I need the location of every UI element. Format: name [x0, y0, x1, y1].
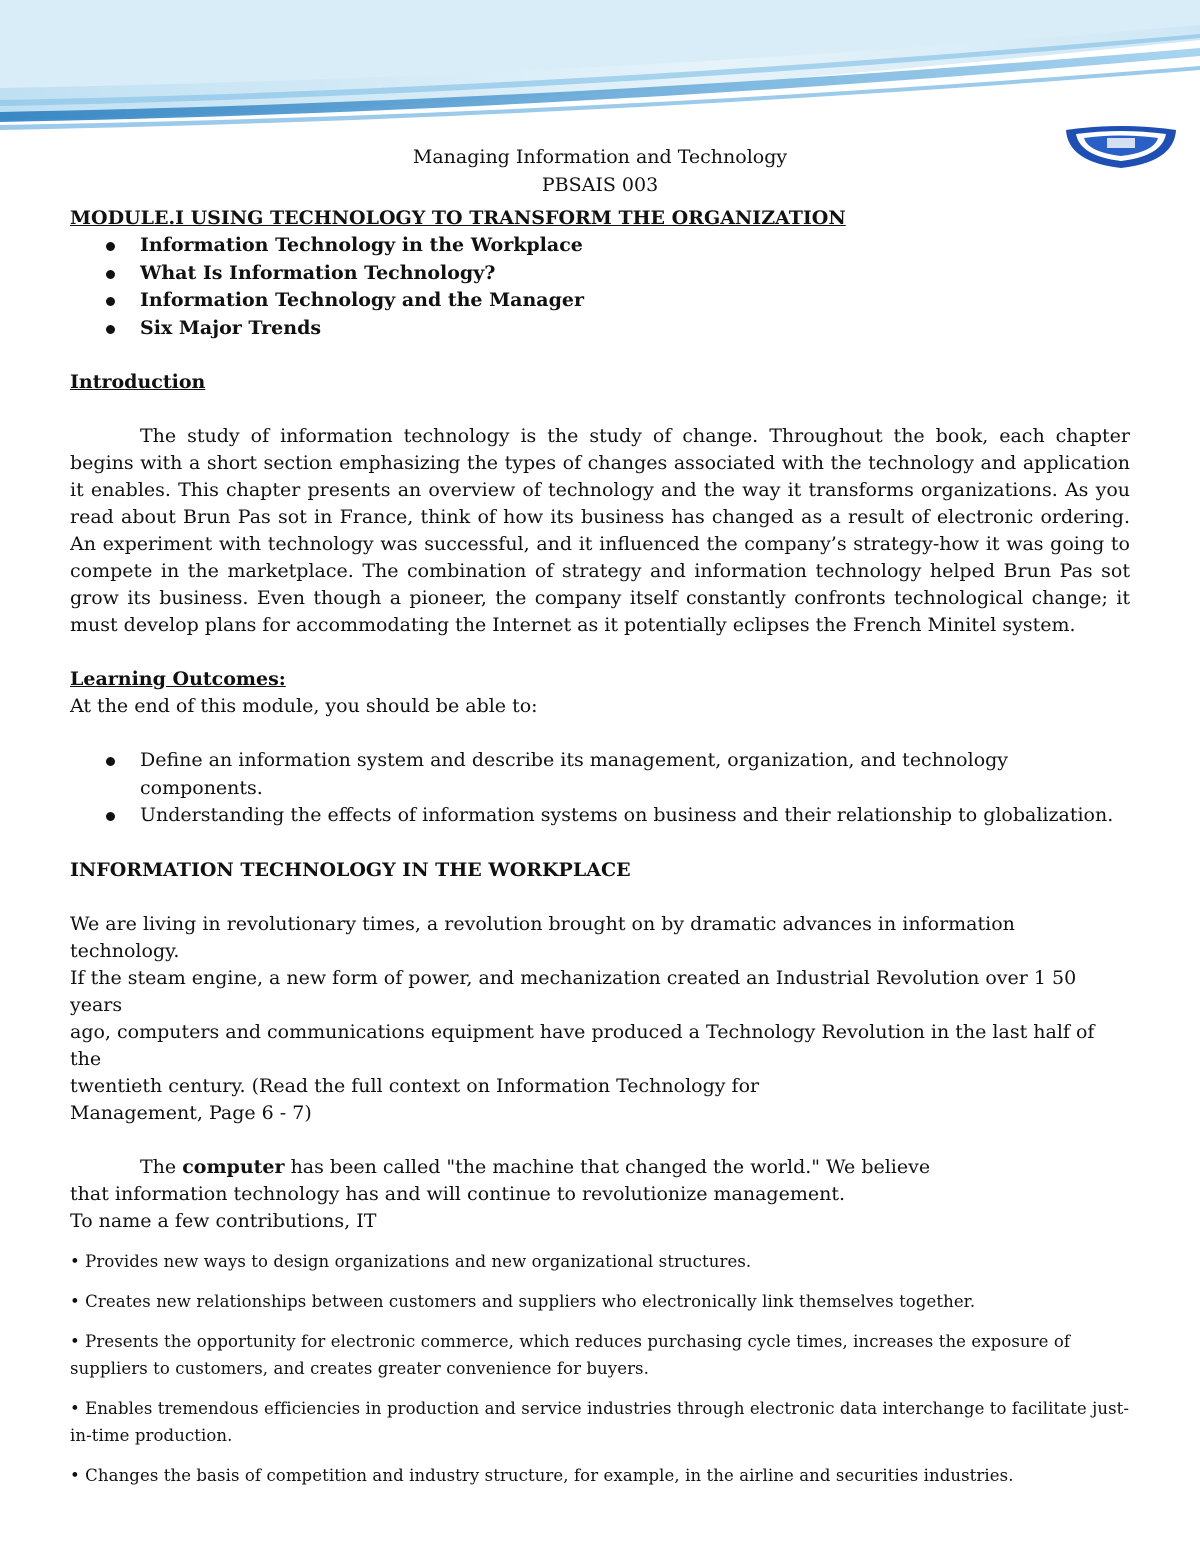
contribution-item: • Changes the basis of competition and industry structure, for example, in the airline and securities industries. — [70, 1465, 1014, 1485]
list-item: Understanding the effects of information systems on business and their relationship to globalization. — [70, 802, 1130, 830]
list-item: What Is Information Technology? — [70, 260, 1130, 288]
document-title: Managing Information and Technology — [412, 146, 788, 168]
learning-outcomes-heading: Learning Outcomes: — [70, 668, 286, 690]
header-wave-banner — [0, 0, 1200, 135]
workplace-heading: INFORMATION TECHNOLOGY IN THE WORKPLACE — [70, 858, 631, 881]
computer-paragraph: The computer has been called "the machine that changed the world." We believe that information technology has and will continue to revolutionize management. To name a few contributions, IT — [70, 1155, 931, 1232]
course-code: PBSAIS 003 — [541, 174, 659, 196]
module-topics-list — [70, 232, 1130, 342]
list-item: Information Technology and the Manager — [70, 287, 1130, 315]
list-item: Define an information system and describe its management, organization, and technology components. — [70, 747, 1130, 802]
workplace-paragraph: We are living in revolutionary times, a revolution brought on by dramatic advances in information technology. If the steam engine, a new form of power, and mechanization created an Industrial Revolution over 1 50 years ago, computers and communications equipment have produced a Technology Revolution in the last half of the twentieth century. (Read the full context on Information Technology for Management, Page 6 - 7) — [70, 912, 1095, 1124]
contribution-item: • Provides new ways to design organizations and new organizational structures. — [70, 1251, 752, 1271]
introduction-heading: Introduction — [70, 371, 206, 393]
module-title: MODULE.I USING TECHNOLOGY TO TRANSFORM THE ORGANIZATION — [70, 207, 846, 229]
contribution-item: • Presents the opportunity for electronic commerce, which reduces purchasing cycle times, increases the exposure of suppliers to customers, and creates greater convenience for buyers. — [70, 1331, 1071, 1378]
learning-outcomes-lead: At the end of this module, you should be able to: — [70, 695, 538, 717]
introduction-paragraph: The study of information technology is the study of change. Throughout the book, each chapter begins with a short section emphasizing the types of changes associated with the technology and application it enables. This chapter presents an overview of technology and the way it transforms organizations. As you read about Brun Pas sot in France, think of how its business has changed as a result of electronic ordering. An experiment with technology was successful, and it influenced the company’s strategy-how it was going to compete in the marketplace. The combination of strategy and information technology helped Brun Pas sot grow its business. Even though a pioneer, the company itself constantly confronts technological change; it must develop plans for accommodating the Internet as it potentially eclipses the French Minitel system. — [70, 425, 1130, 636]
list-item: Six Major Trends — [70, 315, 1130, 343]
contribution-item: • Enables tremendous efficiencies in production and service industries through electronic data interchange to facilitate just-in-time production. — [70, 1398, 1130, 1445]
learning-outcomes-list — [70, 747, 1130, 830]
contribution-item: • Creates new relationships between customers and suppliers who electronically link themselves together. — [70, 1291, 976, 1311]
list-item: Information Technology in the Workplace — [70, 232, 1130, 260]
